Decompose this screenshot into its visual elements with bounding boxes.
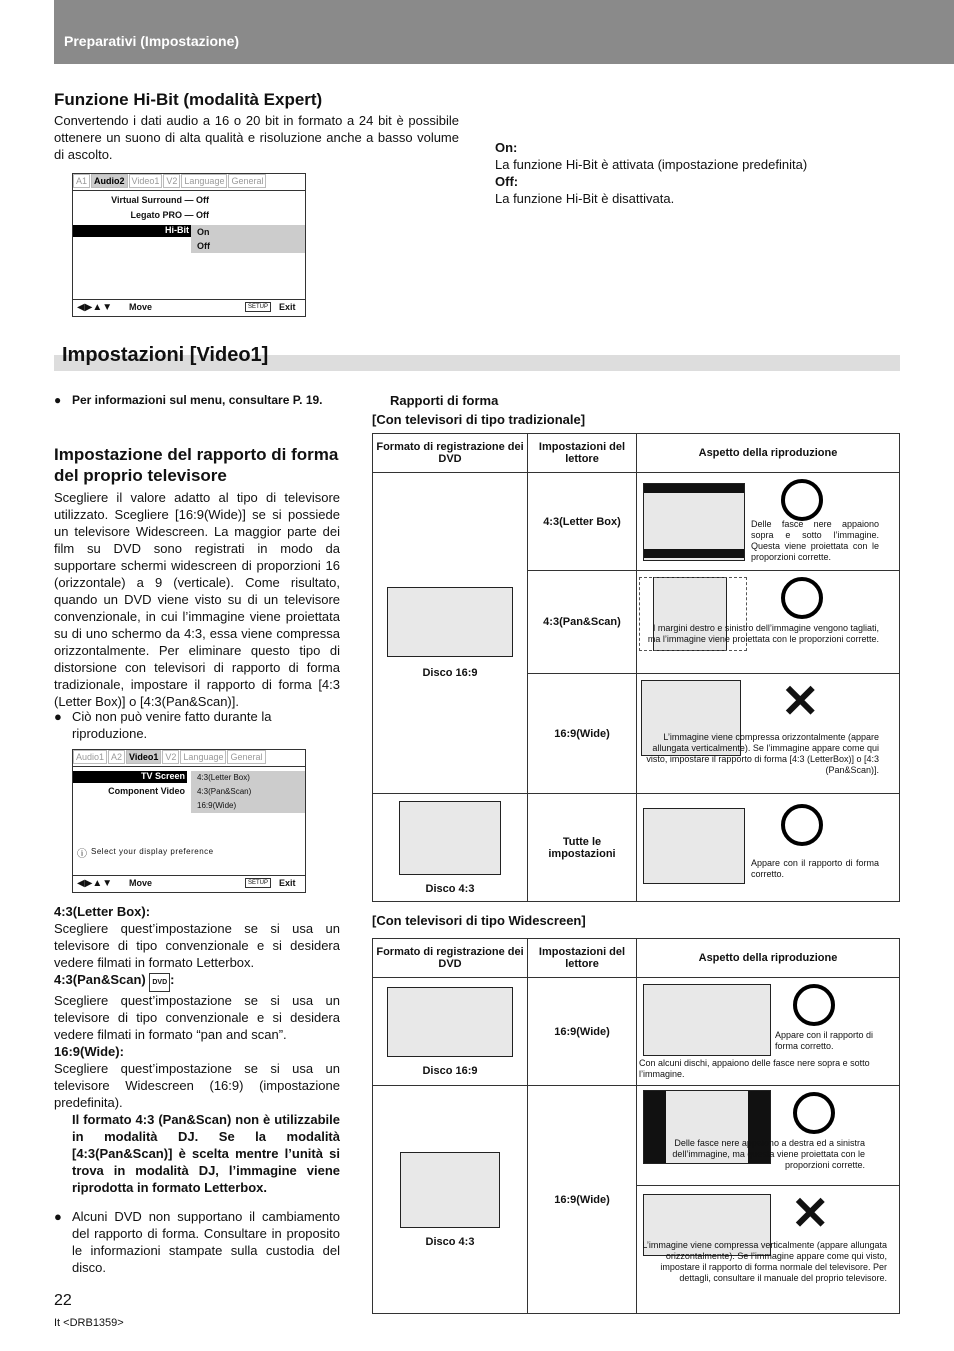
menu-row[interactable]: Component Video — [108, 786, 185, 796]
move-label: Move — [129, 302, 153, 312]
appearance-cell — [637, 571, 900, 674]
menu-body — [73, 190, 305, 300]
screen-image — [643, 808, 745, 884]
tab-general[interactable]: General — [228, 174, 266, 188]
disc-169-image — [387, 987, 513, 1057]
dvd-icon: DVD — [149, 973, 170, 992]
circle-icon — [793, 1092, 835, 1134]
tab-v2[interactable]: V2 — [163, 174, 180, 188]
appearance-note: Appare con il rapporto di forma corretto. — [751, 858, 879, 879]
disc-43-cell — [373, 1086, 528, 1314]
wide-label: 16:9(Wide): — [54, 1044, 124, 1059]
video1-title: Impostazioni [Video1] — [62, 344, 269, 366]
setting-cell: 4:3(Pan&Scan) — [528, 571, 637, 674]
info-icon: ⓘ — [77, 849, 87, 860]
bullet-dj: ● Ciò non può venire fatto durante la riproduzione. — [54, 708, 340, 742]
tab-video1[interactable]: Video1 — [129, 174, 163, 188]
screen-image — [643, 984, 771, 1056]
appearance-cell — [637, 794, 900, 902]
appearance-cell — [637, 674, 900, 794]
menu-row[interactable]: Virtual Surround — Off — [111, 195, 209, 205]
aspect-heading: Rapporti di forma — [390, 393, 499, 408]
appearance-note: L’immagine viene compressa orizzontalmente (appare allungata verticalmente). Se l’immagine appare come qui visto, impostare il rapporto di forma [4:3 (LetterBox)] o [4:3 (Pan&Scan)]. — [646, 732, 879, 775]
appearance-note: I margini destro e sinistro dell’immagine vengono tagliati, ma l’immagine viene proiettata con le proporzioni corrette. — [647, 623, 879, 644]
wide-table — [372, 938, 900, 1314]
disc-169-image — [387, 587, 513, 657]
setting-cell: 4:3(Letter Box) — [528, 473, 637, 571]
tab-a1[interactable]: A1 — [73, 174, 90, 188]
menu-options — [191, 771, 305, 813]
menu-row-selected[interactable]: TV Screen — [73, 771, 187, 783]
setting-cell: 16:9(Wide) — [528, 1086, 637, 1314]
appearance-cell — [637, 473, 900, 571]
setup-key: SETUP — [245, 302, 271, 312]
section-title: Preparativi (Impostazione) — [64, 33, 240, 49]
tab-a2[interactable]: A2 — [108, 750, 125, 764]
setting-cell: Tutte le impostazioni — [528, 794, 637, 902]
appearance-cell — [637, 1186, 900, 1314]
disc-43-label: Disco 4:3 — [425, 882, 475, 895]
on-text: La funzione Hi-Bit è attivata (impostazione predefinita) — [495, 157, 808, 172]
disc-169-label: Disco 16:9 — [422, 667, 478, 679]
cross-icon: ✕ — [781, 675, 820, 727]
lb-label: 4:3(Letter Box): — [54, 904, 151, 919]
disc-43-label: Disco 4:3 — [425, 1235, 475, 1248]
setup-key: SETUP — [245, 878, 271, 888]
menu-hint: Select your display preference — [91, 847, 214, 856]
exit-label: Exit — [279, 878, 296, 888]
dj-note: Il formato 4:3 (Pan&Scan) non è utilizzabile in modalità DJ. Se la modalità [4:3(Pan&Scan)] è scelta mentre l’unità si trova in modalità DJ, l’immagine viene riprodotta in formato Letterbox. — [72, 1112, 340, 1195]
tab-video1[interactable]: Video1 — [126, 750, 161, 764]
col-setting: Impostazioni del lettore — [528, 939, 637, 978]
bullet-discs-text: Alcuni DVD non supportano il cambiamento del rapporto di forma. Consultare in proposito le informazioni stampate sulla custodia del disco. — [72, 1209, 340, 1275]
tab-audio2[interactable]: Audio2 — [91, 174, 128, 188]
video1-subtitle: Impostazione del rapporto di forma del proprio televisore — [54, 445, 339, 485]
hibit-intro: Convertendo i dati audio a 16 o 20 bit in formato a 24 bit è possibile ottenere un suono di alta qualità e risoluzione anche a basso volume di ascolto. — [54, 113, 459, 162]
appearance-note-extra: Con alcuni dischi, appaiono delle fasce nere sopra e sotto l’immagine. — [639, 1058, 870, 1079]
disc-169-label: Disco 16:9 — [422, 1064, 478, 1077]
ref-note-text: Per informazioni sul menu, consultare P. 19. — [72, 393, 323, 407]
off-text: La funzione Hi-Bit è disattivata. — [495, 191, 675, 206]
tab-audio1[interactable]: Audio1 — [73, 750, 107, 764]
move-label: Move — [129, 878, 153, 888]
ps-text: Scegliere quest’impostazione se si usa un televisore di tipo convenzionale e si desidera vedere filmati in formato “pan and scan”. — [54, 993, 340, 1042]
circle-icon — [781, 577, 823, 619]
appearance-note: Delle fasce nere appaiono a destra ed a sinistra dell’immagine, ma questa viene proiettata con le proporzioni corrette. — [672, 1138, 865, 1170]
ps-label: 4:3(Pan&Scan) — [54, 972, 146, 987]
col-setting: Impostazioni del lettore — [528, 434, 637, 473]
trad-table — [372, 433, 900, 902]
disc-169-cell — [373, 978, 528, 1086]
appearance-cell — [637, 978, 900, 1086]
option-panscan[interactable]: 4:3(Pan&Scan) — [197, 787, 252, 796]
appearance-note: Delle fasce nere appaiono sopra e sotto l’immagine. Questa viene proiettata con le proporzioni corrette. — [751, 519, 879, 562]
circle-icon — [781, 479, 823, 521]
bullet-discs: ● Alcuni DVD non supportano il cambiamento del rapporto di forma. Consultare in proposito le informazioni stampate sulla custodia del disco. — [54, 1209, 340, 1275]
hibit-menu — [72, 173, 306, 317]
tab-v2[interactable]: V2 — [162, 750, 179, 764]
hibit-title: Funzione Hi-Bit (modalità Expert) — [54, 90, 323, 109]
doc-code: It <DRB1359> — [54, 1317, 124, 1329]
setting-cell: 16:9(Wide) — [528, 978, 637, 1086]
menu-options — [191, 225, 305, 253]
option-wide[interactable]: 16:9(Wide) — [197, 801, 237, 810]
tab-language[interactable]: Language — [180, 750, 226, 764]
col-format: Formato di registrazione dei DVD — [373, 434, 528, 473]
option-on[interactable]: On — [197, 227, 210, 237]
wide-text: Scegliere quest’impostazione se si usa un televisore Widescreen (16:9) (impostazione predefinita). — [54, 1061, 340, 1110]
disc-43-image — [400, 1152, 500, 1228]
disc-43-cell — [373, 794, 528, 902]
option-letterbox[interactable]: 4:3(Letter Box) — [197, 773, 250, 782]
menu-footer — [73, 876, 305, 892]
col-appearance: Aspetto della riproduzione — [637, 939, 900, 978]
bullet-dj-text: Ciò non può venire fatto durante la riproduzione. — [72, 709, 272, 741]
setting-cell: 16:9(Wide) — [528, 674, 637, 794]
circle-icon — [793, 984, 835, 1026]
tab-language[interactable]: Language — [181, 174, 227, 188]
menu-tabs — [73, 174, 267, 188]
tab-general[interactable]: General — [227, 750, 265, 764]
menu-footer — [73, 300, 305, 316]
exit-label: Exit — [279, 302, 296, 312]
off-label: Off: — [495, 174, 519, 189]
circle-icon — [781, 804, 823, 846]
menu-row[interactable]: Legato PRO — Off — [130, 210, 209, 220]
ref-note: ● Per informazioni sul menu, consultare P. 19. — [54, 392, 340, 409]
appearance-note: L’immagine viene compressa verticalmente (appare allungata orizzontalmente). Se l’immagine appare come qui visto, impostare il rapporto di forma normale del televisore. Per dettagli, consultare il manuale del proprio televisore. — [642, 1240, 887, 1283]
menu-tabs — [73, 750, 267, 764]
menu-body — [73, 766, 305, 876]
page-number: 22 — [54, 1292, 72, 1309]
video1-body: Scegliere il valore adatto al tipo di televisore utilizzato. Scegliere [16:9(Wide)] se si possiede un televisore Widescreen. La maggior parte dei film su DVD sono registrati in modo da supportare schermi widescreen di proporzioni 16 (orizzontale) a 9 (verticale). Come risultato, quando un DVD viene visto su di un televisore convenzionale, in cui l’immagine viene proiettata su di uno schermo da 4:3, essa viene compressa orizzontalmente. Per eliminare questo tipo di distorsione con televisori di rapporto di forma tradizionale, impostare il rapporto di forma [4:3 (Letter Box)] o [4:3(Pan&Scan)]. — [54, 490, 340, 709]
wide-heading: [Con televisori di tipo Widescreen] — [372, 913, 586, 928]
option-off[interactable]: Off — [197, 241, 210, 251]
appearance-note: Appare con il rapporto di forma corretto. — [775, 1030, 874, 1051]
video1-menu — [72, 749, 306, 893]
cross-icon: ✕ — [791, 1187, 830, 1239]
arrow-keys-icon: ◀▶▲▼ — [77, 878, 113, 889]
on-label: On: — [495, 140, 518, 155]
disc-169-cell — [373, 473, 528, 794]
mode-descriptions: 4:3(Letter Box): Scegliere quest’impostazione se si usa un televisore di tipo convenzionale e si desidera vedere filmati in formato Letterbox. 4:3(Pan&Scan) DVD : Scegliere quest’impostazione se si usa un televisore di tipo convenzionale e si desidera vedere filmati in formato “pan and scan”. 16:9(Wide): Scegliere quest’impostazione se si usa un televisore Widescreen (16:9) (impostazione predefinita). Il formato 4:3 (Pan&Scan) non è utilizzabile in modalità DJ. Se la modalità [4:3(Pan&Scan)] è scelta mentre l’unità si trova in modalità DJ, l’immagine viene riprodotta in formato Letterbox. — [54, 904, 340, 1195]
arrow-keys-icon: ◀▶▲▼ — [77, 302, 113, 313]
trad-heading: [Con televisori di tipo tradizionale] — [372, 412, 586, 427]
menu-row-selected[interactable]: Hi-Bit — [73, 225, 191, 237]
screen-image — [643, 483, 745, 561]
col-appearance: Aspetto della riproduzione — [637, 434, 900, 473]
lb-text: Scegliere quest’impostazione se si usa un televisore di tipo convenzionale e si desidera vedere filmati in formato Letterbox. — [54, 921, 340, 970]
disc-43-image — [399, 801, 501, 875]
appearance-cell — [637, 1086, 900, 1186]
section-header — [54, 0, 954, 64]
col-format: Formato di registrazione dei DVD — [373, 939, 528, 978]
hibit-options-text — [495, 139, 875, 207]
